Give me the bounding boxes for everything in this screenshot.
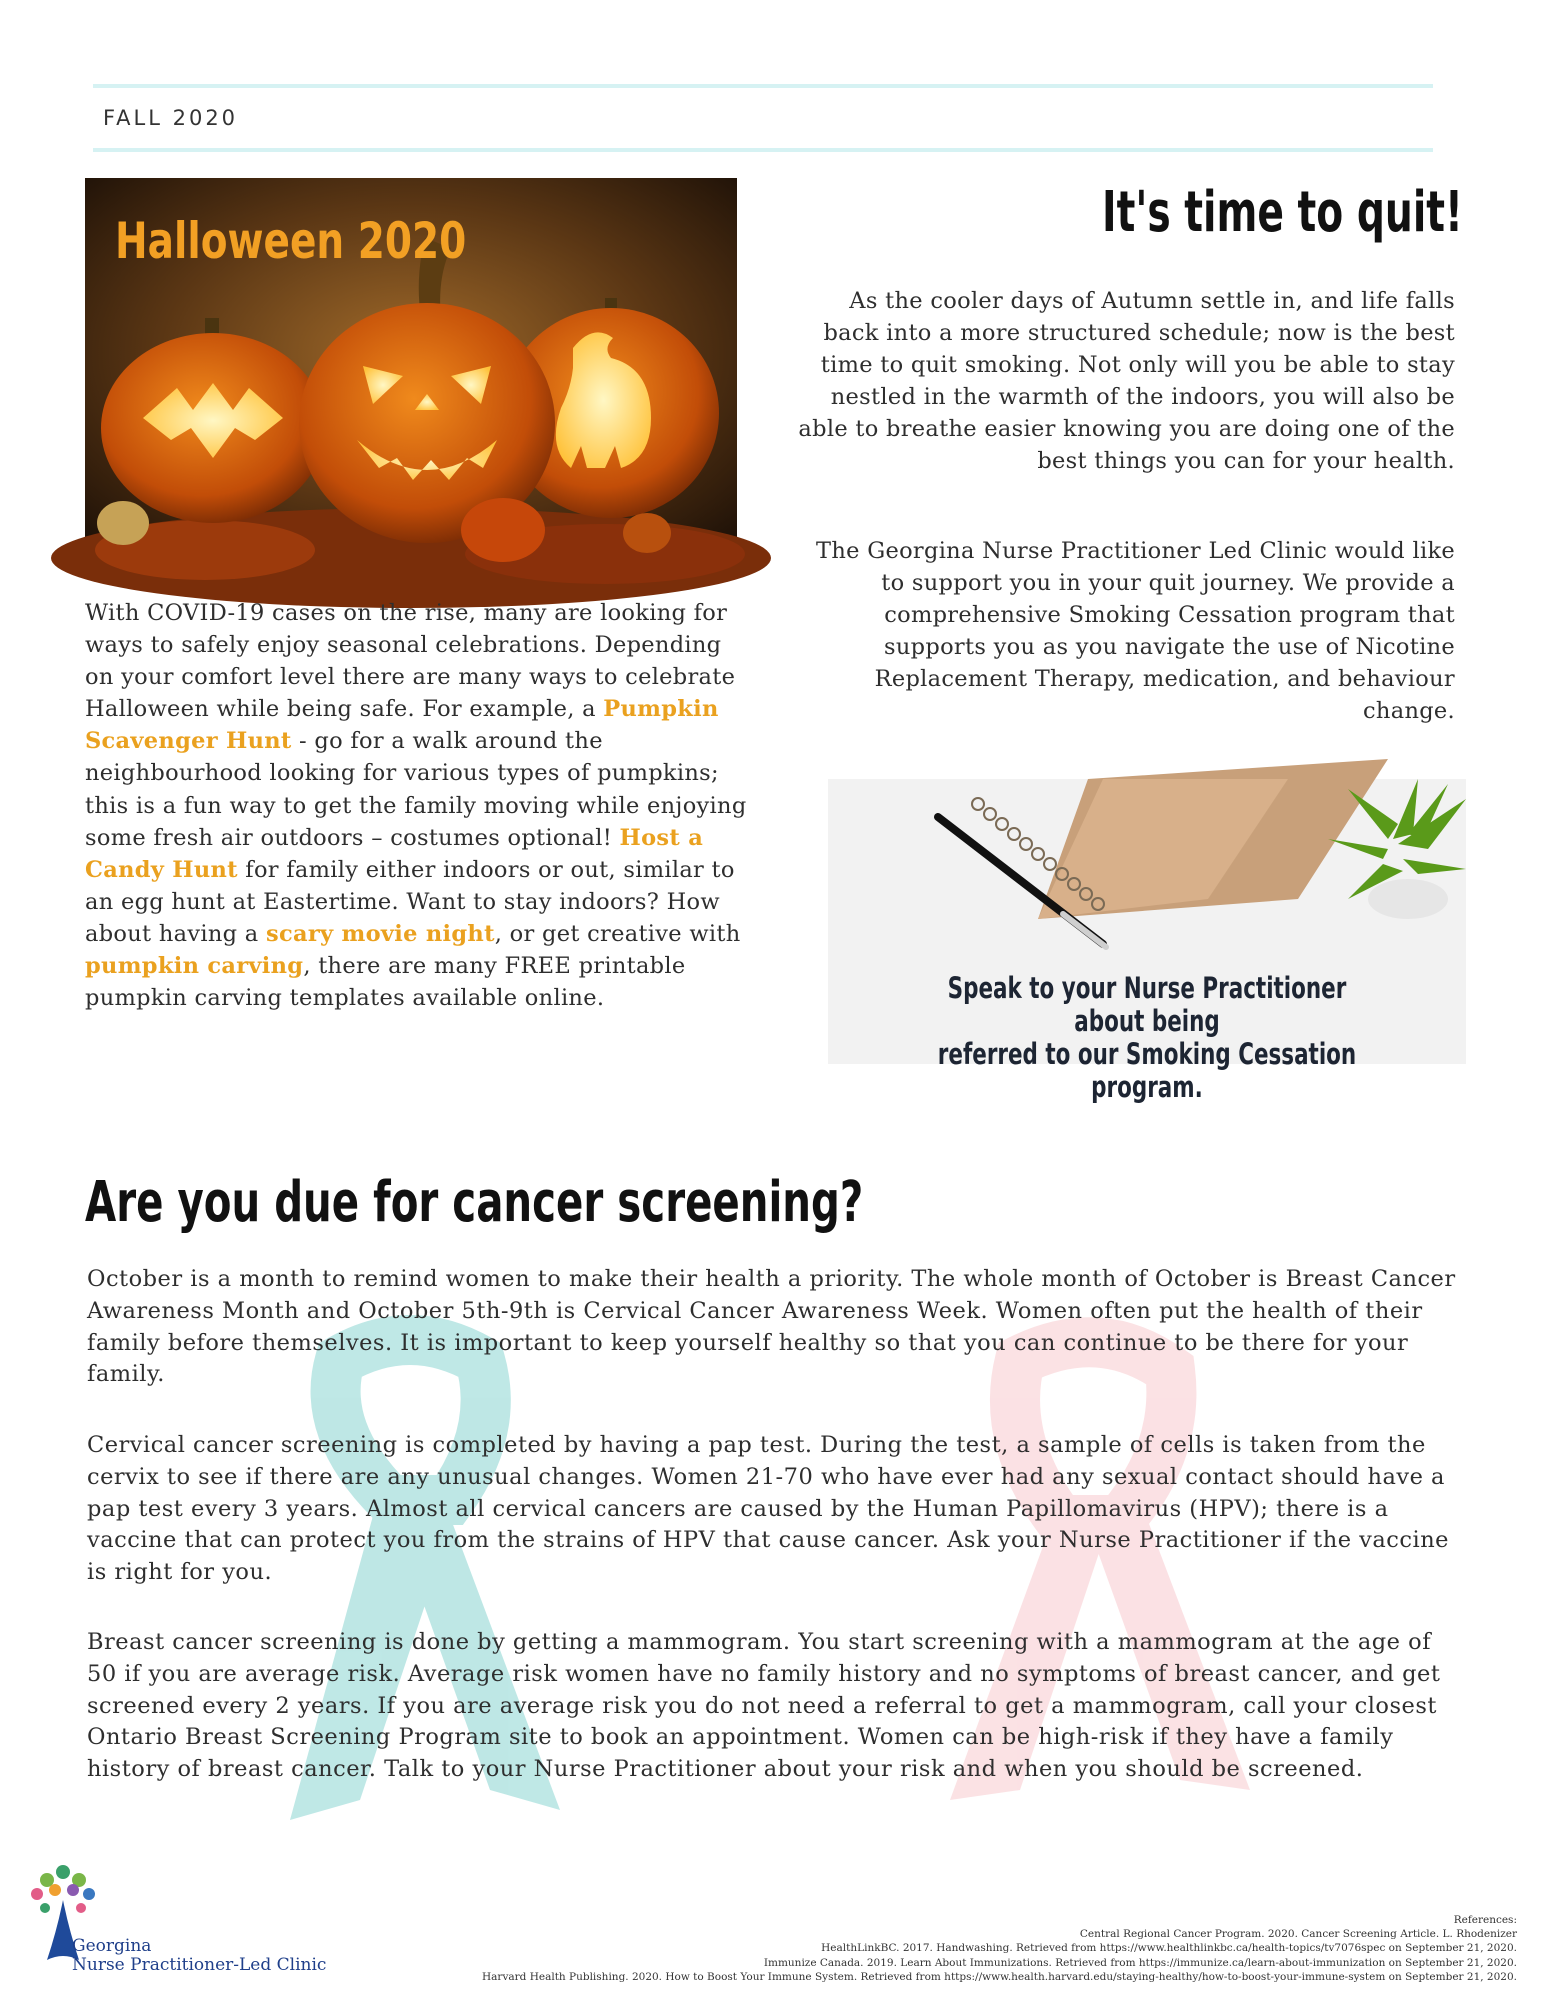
reference-item: Central Regional Cancer Program. 2020. Cancer Screening Article. L. Rhodenizer	[1079, 1928, 1517, 1941]
reference-item: HealthLinkBC. 2017. Handwashing. Retrieved from https://www.healthlinkbc.ca/health-topics/tv7076spec on September 21, 2020.	[821, 1942, 1517, 1955]
halloween-image-title: Halloween 2020	[115, 212, 467, 270]
candy-hunt-highlight: Host a Candy Hunt	[85, 824, 704, 883]
cancer-paragraph-2: Cervical cancer screening is completed by having a pap test. During the test, a sample of cells is taken from the cervix to see if there are any unusual changes. Women 21-70 who have ever had any sexual contact should have a pap test every 3 years. Almost all cervical cancers are caused by the Human Papillomavirus (HPV); there is a vaccine that can protect you from the strains of HPV that cause cancer. Ask your Nurse Practitioner if the vaccine is right for you.	[87, 1432, 1449, 1586]
cancer-section-title: Are you due for cancer screening?	[85, 1170, 864, 1235]
halloween-text-3: for family either indoors or out, similar to an egg hunt at Eastertime. Want to stay indoors? How about having a	[85, 856, 735, 947]
cancer-paragraph-3: Breast cancer screening is done by getting a mammogram. You start screening with a mammogram at the age of 50 if you are average risk. Average risk women have no family history and no symptoms of breast cancer, and get screened every 2 years. If you are average risk you do not need a referral to get a mammogram, call your closest Ontario Breast Screening Program site to book an appointment. Women can be high-risk if they have a family history of breast cancer. Talk to your Nurse Practitioner about your risk and when you should be screened.	[87, 1629, 1441, 1783]
cancer-paragraph-1: October is a month to remind women to make their health a priority. The whole month of October is Breast Cancer Awareness Month and October 5th-9th is Cervical Cancer Awareness Week. Women often put the health of their family before themselves. It is important to keep yourself healthy so that you can continue to be there for your family.	[87, 1266, 1456, 1388]
clinic-name-line-2: Nurse Practitioner-Led Clinic	[72, 1955, 327, 1975]
gourd	[97, 501, 149, 545]
references-label: References:	[1453, 1914, 1517, 1926]
quit-paragraph-2: The Georgina Nurse Practitioner Led Clinic would like to support you in your quit journey. We provide a comprehensive Smoking Cessation program that supports you as you navigate the use of Nicotine Replacement Therapy, medication, and behaviour change.	[816, 538, 1455, 725]
halloween-text-5: , there are many FREE printable pumpkin carving templates available online.	[85, 953, 686, 1012]
references	[217, 1913, 1517, 1984]
halloween-text-4: , or get creative with	[494, 920, 741, 947]
halloween-text-2: - go for a walk around the neighbourhood looking for various types of pumpkins; this is a fun way to get the family moving while enjoying some fresh air outdoors – costumes optional!	[85, 728, 747, 851]
reference-item: Harvard Health Publishing. 2020. How to Boost Your Immune System. Retrieved from https://www.health.harvard.edu/staying-healthy/how-to-boost-your-immune-system on September 21, 2020.	[482, 1970, 1517, 1983]
halloween-pumpkins-image	[85, 178, 737, 568]
smoking-cessation-caption	[911, 972, 1383, 1104]
caption-line-2: referred to our Smoking Cessation program.	[937, 1037, 1357, 1104]
issue-season: FALL 2020	[103, 106, 239, 130]
small-pumpkin	[461, 498, 545, 562]
tiny-pumpkin	[623, 513, 671, 553]
quit-paragraph-1: As the cooler days of Autumn settle in, and life falls back into a more structured schedule; now is the best time to quit smoking. Not only will you be able to stay nestled in the warmth of the indoors, you will also be able to breathe easier knowing you are doing one of the best things you can for your health.	[798, 288, 1455, 475]
notebook-image	[828, 779, 1466, 1104]
pumpkin-carving-highlight: pumpkin carving	[85, 953, 304, 980]
quit-section-title: It's time to quit!	[1102, 180, 1463, 245]
halloween-text-1: With COVID-19 cases on the rise, many are looking for ways to safely enjoy seasonal celebrations. Depending on your comfort level there are many ways to celebrate Halloween while being safe. For example, a	[85, 600, 736, 723]
reference-item: Immunize Canada. 2019. Learn About Immunizations. Retrieved from https://immunize.ca/learn-about-immunization on September 21, 2020.	[763, 1956, 1517, 1969]
movie-night-highlight: scary movie night	[265, 920, 495, 947]
pumpkin-scavenger-hunt-highlight: Pumpkin Scavenger Hunt	[85, 696, 719, 755]
halloween-paragraph	[85, 597, 755, 1014]
header-divider	[93, 148, 1433, 152]
clinic-name-line-1: Georgina	[72, 1936, 152, 1956]
top-divider	[93, 84, 1433, 88]
caption-line-1: Speak to your Nurse Practitioner about being	[947, 971, 1347, 1038]
